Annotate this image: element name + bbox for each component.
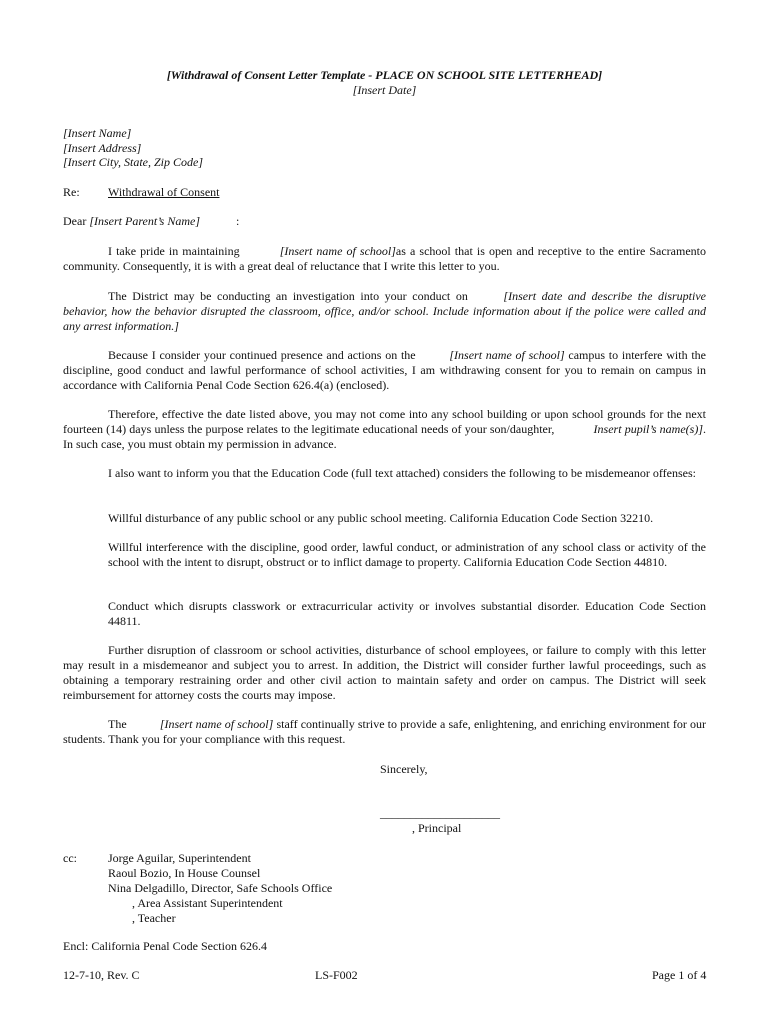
incident-placeholder: [Insert date and describe the disruptive behavior, how the behavior disrupted the classroom, office, and/or school. Include information about if the police were called and any arrest information.]: [63, 289, 706, 333]
letter-date: [Insert Date]: [352, 83, 417, 97]
recipient-address: [Insert Address]: [63, 141, 142, 155]
school-name-placeholder: [Insert name of school]: [449, 348, 565, 362]
signer-title: , Principal: [412, 821, 462, 835]
enclosure: Encl: California Penal Code Section 626.4: [63, 939, 267, 953]
salutation-name: [Insert Parent’s Name]: [89, 214, 200, 228]
cc-recipient: Jorge Aguilar, Superintendent: [108, 851, 251, 865]
cc-recipient: , Teacher: [108, 911, 176, 925]
sincerely: Sincerely,: [380, 762, 428, 776]
offense-3: Conduct which disrupts classwork or extracurricular activity or involves substantial disorder. Education Code Section 44811.: [108, 599, 706, 628]
pupil-name-placeholder: Insert pupil’s name(s)]: [593, 422, 703, 436]
paragraph-4: Therefore, effective the date listed above, you may not come into any school building or upon school grounds for the next fourteen (14) days unless the purpose relates to the legitimate educational needs of your son/daughter, Insert pupil’s name(s)]. In such case, you must obtain my permission in advance.: [63, 407, 706, 451]
paragraph-5: I also want to inform you that the Education Code (full text attached) considers the following to be misdemeanor offenses:: [108, 466, 696, 480]
paragraph-2: The District may be conducting an investigation into your conduct on [Insert date and describe the disruptive behavior, how the behavior disrupted the classroom, office, and/or school. Include information about if the police were called and any arrest information.]: [63, 289, 706, 333]
letterhead-title: [Withdrawal of Consent Letter Template - PLACE ON SCHOOL SITE LETTERHEAD]: [166, 68, 603, 82]
salutation-prefix: Dear: [63, 214, 90, 228]
cc-recipient: Nina Delgadillo, Director, Safe Schools Office: [108, 881, 333, 895]
footer-page-number: Page 1 of 4: [652, 968, 707, 982]
salutation-suffix: :: [236, 214, 240, 228]
cc-label: cc:: [63, 851, 77, 865]
offense-2: Willful interference with the discipline, good order, lawful conduct, or administration of any school class or activity of the school with the intent to disrupt, obstruct or to inflict damage to property. California Education Code Section 44810.: [108, 540, 706, 569]
re-subject: Withdrawal of Consent: [108, 185, 220, 199]
footer-revision: 12-7-10, Rev. C: [63, 968, 140, 982]
cc-recipient: , Area Assistant Superintendent: [108, 896, 283, 910]
cc-list: [108, 851, 332, 926]
paragraph-1: I take pride in maintaining [Insert name of school]as a school that is open and receptive to the entire Sacramento community. Consequently, it is with a great deal of reluctance that I write this letter to you.: [63, 244, 706, 273]
re-label: Re:: [63, 185, 80, 199]
paragraph-7: The [Insert name of school] staff continually strive to provide a safe, enlightening, and enriching environment for our students. Thank you for your compliance with this request.: [63, 717, 706, 746]
school-name-placeholder: [Insert name of school]: [159, 717, 274, 731]
offense-1: Willful disturbance of any public school or any public school meeting. California Education Code Section 32210.: [108, 511, 654, 525]
recipient-city: [Insert City, State, Zip Code]: [63, 155, 204, 169]
salutation: [63, 214, 239, 229]
paragraph-3: Because I consider your continued presence and actions on the [Insert name of school] campus to interfere with the discipline, good conduct and lawful performance of school activities, I am withdrawing consent for you to remain on campus in accordance with California Penal Code Section 626.4(a) (enclosed).: [63, 348, 707, 392]
cc-recipient: Raoul Bozio, In House Counsel: [108, 866, 261, 880]
paragraph-6: Further disruption of classroom or school activities, disturbance of school employees, or failure to comply with this letter may result in a misdemeanor and subject you to arrest. In addition, the District will consider further lawful proceedings, such as obtaining a temporary restraining order and other civil action to maintain safety and order on campus. The District will seek reimbursement for attorney costs the courts may impose.: [63, 643, 706, 702]
school-name-placeholder: [Insert name of school]: [279, 244, 396, 258]
signature-line: ____________________: [380, 806, 500, 820]
recipient-name: [Insert Name]: [63, 126, 132, 140]
footer-form-code: LS-F002: [315, 968, 358, 982]
